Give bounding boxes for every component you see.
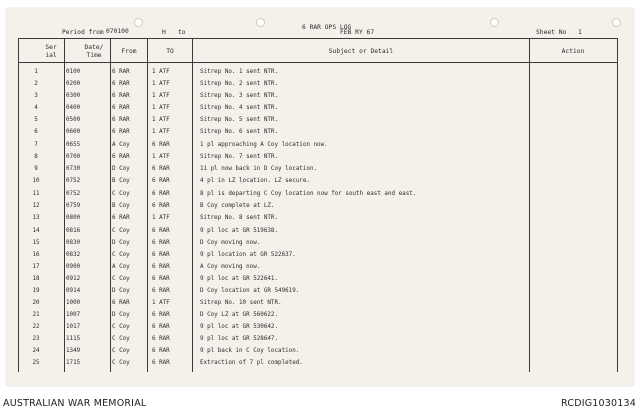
to-cell: 1 ATF — [152, 69, 170, 75]
to-cell: 6 RAR — [152, 178, 170, 184]
subject-cell: Sitrep No. 7 sent NTR. — [200, 154, 279, 160]
subject-cell: 9 pl loc at GR 522641. — [200, 276, 279, 282]
to-cell: 6 RAR — [152, 312, 170, 318]
time-cell: 0300 — [66, 93, 81, 99]
to-cell: 6 RAR — [152, 360, 170, 366]
subject-cell: D Coy moving now. — [200, 240, 261, 246]
time-cell: 0752 — [66, 178, 81, 184]
to-cell: 6 RAR — [152, 324, 170, 330]
time-cell: 0200 — [66, 81, 81, 87]
table-row — [18, 347, 618, 358]
serial-cell: 21 — [32, 312, 40, 318]
to-cell: 1 ATF — [152, 300, 170, 306]
time-cell: 0700 — [66, 154, 81, 160]
header-top-rule — [18, 38, 618, 39]
archive-reference: RCDIG1030134 — [561, 398, 636, 409]
time-cell: 1000 — [66, 300, 81, 306]
subject-cell: Sitrep No. 10 sent NTR. — [200, 300, 282, 306]
h-label: H — [162, 29, 166, 36]
from-cell: C Coy — [112, 360, 130, 366]
from-cell: 6 RAR — [112, 69, 130, 75]
from-cell: 6 RAR — [112, 300, 130, 306]
header-bottom-rule — [18, 62, 618, 63]
subject-cell: 9 pl loc at GR 530642. — [200, 324, 279, 330]
time-cell: 1007 — [66, 312, 81, 318]
time-cell: 0816 — [66, 228, 81, 234]
time-cell: 0400 — [66, 105, 81, 111]
subject-cell: Sitrep No. 5 sent NTR. — [200, 117, 279, 123]
serial-cell: 11 — [32, 191, 40, 197]
table-row — [18, 141, 618, 152]
to-cell: 1 ATF — [152, 105, 170, 111]
from-cell: D Coy — [112, 240, 130, 246]
time-cell: 0500 — [66, 117, 81, 123]
subject-column-header: Subject or Detail — [328, 48, 394, 55]
table-row — [18, 190, 618, 201]
time-cell: 0752 — [66, 191, 81, 197]
table-row — [18, 128, 618, 139]
punch-hole — [612, 18, 621, 27]
subject-cell: Sitrep No. 2 sent NTR. — [200, 81, 279, 87]
from-cell: 6 RAR — [112, 129, 130, 135]
to-cell: 6 RAR — [152, 276, 170, 282]
table-row — [18, 165, 618, 176]
time-cell: 0832 — [66, 252, 81, 258]
serial-cell: 4 — [34, 105, 38, 111]
table-row — [18, 92, 618, 103]
to-cell: 1 ATF — [152, 117, 170, 123]
archive-credit: AUSTRALIAN WAR MEMORIAL — [3, 398, 147, 409]
table-row — [18, 311, 618, 322]
from-cell: A Coy — [112, 142, 130, 148]
to-cell: 6 RAR — [152, 142, 170, 148]
from-cell: B Coy — [112, 203, 130, 209]
from-cell: 6 RAR — [112, 105, 130, 111]
serial-cell: 12 — [32, 203, 40, 209]
subject-cell: Sitrep No. 6 sent NTR. — [200, 129, 279, 135]
table-row — [18, 287, 618, 298]
to-column-header: TO — [166, 48, 174, 55]
subject-cell: 9 pl location at GR 522637. — [200, 252, 296, 258]
punch-hole — [134, 18, 143, 27]
sheet-label: Sheet No — [536, 29, 567, 36]
subject-cell: 8 pl is departing C Coy location now for south east and east. — [200, 191, 417, 197]
subject-cell: 1 pl approaching A Coy location now. — [200, 142, 328, 148]
period-label: Period from — [62, 29, 104, 36]
time-cell: 0759 — [66, 203, 81, 209]
punch-hole — [490, 18, 499, 27]
serial-column-header: Ser ial — [45, 44, 57, 59]
table-row — [18, 275, 618, 286]
from-cell: 6 RAR — [112, 117, 130, 123]
time-cell: 0730 — [66, 166, 81, 172]
datetime-column-header: Date/ Time — [84, 44, 104, 59]
to-label: to — [178, 29, 186, 36]
table-row — [18, 177, 618, 188]
from-cell: D Coy — [112, 288, 130, 294]
table-row — [18, 239, 618, 250]
subject-cell: 4 pl in LZ location. LZ secure. — [200, 178, 310, 184]
serial-cell: 15 — [32, 240, 40, 246]
period-from-value: 070100 — [106, 28, 129, 35]
serial-cell: 24 — [32, 348, 40, 354]
subject-cell: 9 pl back in C Coy location. — [200, 348, 300, 354]
from-cell: C Coy — [112, 336, 130, 342]
to-cell: 6 RAR — [152, 191, 170, 197]
to-cell: 1 ATF — [152, 93, 170, 99]
subject-cell: B Coy complete at LZ. — [200, 203, 275, 209]
action-column-header: Action — [561, 48, 585, 55]
table-row — [18, 299, 618, 310]
from-cell: 6 RAR — [112, 93, 130, 99]
serial-cell: 17 — [32, 264, 40, 270]
subject-cell: 9 pl loc at GR 528647. — [200, 336, 279, 342]
to-cell: 6 RAR — [152, 348, 170, 354]
to-cell: 6 RAR — [152, 288, 170, 294]
to-cell: 6 RAR — [152, 166, 170, 172]
table-row — [18, 214, 618, 225]
subject-cell: D Coy location at GR 549619. — [200, 288, 300, 294]
subject-cell: Sitrep No. 8 sent NTR. — [200, 215, 279, 221]
serial-cell: 20 — [32, 300, 40, 306]
time-cell: 0830 — [66, 240, 81, 246]
time-cell: 0800 — [66, 215, 81, 221]
table-row — [18, 153, 618, 164]
to-cell: 1 ATF — [152, 81, 170, 87]
table-row — [18, 263, 618, 274]
from-cell: 6 RAR — [112, 154, 130, 160]
time-cell: 1115 — [66, 336, 81, 342]
serial-cell: 10 — [32, 178, 40, 184]
serial-cell: 5 — [34, 117, 38, 123]
subject-cell: Sitrep No. 4 sent NTR. — [200, 105, 279, 111]
serial-cell: 13 — [32, 215, 40, 221]
serial-cell: 19 — [32, 288, 40, 294]
table-row — [18, 335, 618, 346]
serial-cell: 23 — [32, 336, 40, 342]
from-cell: C Coy — [112, 228, 130, 234]
from-cell: 6 RAR — [112, 215, 130, 221]
serial-cell: 1 — [34, 69, 38, 75]
from-cell: A Coy — [112, 264, 130, 270]
from-column-header: From — [121, 48, 137, 55]
table-row — [18, 323, 618, 334]
from-cell: C Coy — [112, 191, 130, 197]
table-row — [18, 104, 618, 115]
to-cell: 1 ATF — [152, 154, 170, 160]
time-cell: 0914 — [66, 288, 81, 294]
from-cell: D Coy — [112, 166, 130, 172]
from-cell: C Coy — [112, 252, 130, 258]
to-cell: 1 ATF — [152, 215, 170, 221]
to-cell: 6 RAR — [152, 240, 170, 246]
subject-cell: Sitrep No. 3 sent NTR. — [200, 93, 279, 99]
from-cell: C Coy — [112, 324, 130, 330]
to-cell: 6 RAR — [152, 336, 170, 342]
to-cell: 6 RAR — [152, 252, 170, 258]
time-cell: 1349 — [66, 348, 81, 354]
table-row — [18, 116, 618, 127]
table-row — [18, 80, 618, 91]
punch-hole — [256, 18, 265, 27]
table-row — [18, 251, 618, 262]
to-cell: 6 RAR — [152, 264, 170, 270]
serial-cell: 16 — [32, 252, 40, 258]
subject-cell: 11 pl now back in D Coy location. — [200, 166, 318, 172]
serial-cell: 3 — [34, 93, 38, 99]
to-cell: 1 ATF — [152, 129, 170, 135]
from-cell: C Coy — [112, 276, 130, 282]
table-row — [18, 202, 618, 213]
serial-cell: 8 — [34, 154, 38, 160]
subject-cell: Sitrep No. 1 sent NTR. — [200, 69, 279, 75]
subject-cell: D Coy LZ at GR 560622. — [200, 312, 279, 318]
time-cell: 0912 — [66, 276, 81, 282]
serial-cell: 18 — [32, 276, 40, 282]
serial-cell: 14 — [32, 228, 40, 234]
serial-cell: 25 — [32, 360, 40, 366]
to-cell: 6 RAR — [152, 203, 170, 209]
serial-cell: 7 — [34, 142, 38, 148]
table-row — [18, 359, 618, 370]
to-cell: 6 RAR — [152, 228, 170, 234]
from-cell: C Coy — [112, 348, 130, 354]
subject-cell: 9 pl loc at GR 519638. — [200, 228, 279, 234]
time-cell: 1715 — [66, 360, 81, 366]
time-cell: 1017 — [66, 324, 81, 330]
serial-cell: 2 — [34, 81, 38, 87]
serial-cell: 6 — [34, 129, 38, 135]
from-cell: B Coy — [112, 178, 130, 184]
table-row — [18, 68, 618, 79]
subject-cell: A Coy moving now. — [200, 264, 261, 270]
serial-cell: 9 — [34, 166, 38, 172]
from-cell: D Coy — [112, 312, 130, 318]
date-text: FEB RY 67 — [340, 29, 375, 36]
from-cell: 6 RAR — [112, 81, 130, 87]
table-row — [18, 227, 618, 238]
time-cell: 0655 — [66, 142, 81, 148]
serial-cell: 22 — [32, 324, 40, 330]
time-cell: 0100 — [66, 69, 81, 75]
time-cell: 0600 — [66, 129, 81, 135]
time-cell: 0900 — [66, 264, 81, 270]
sheet-number: 1 — [578, 29, 582, 36]
subject-cell: Extraction of 7 pl completed. — [200, 360, 303, 366]
log-title: 6 RAR OPS LOG — [302, 24, 352, 31]
